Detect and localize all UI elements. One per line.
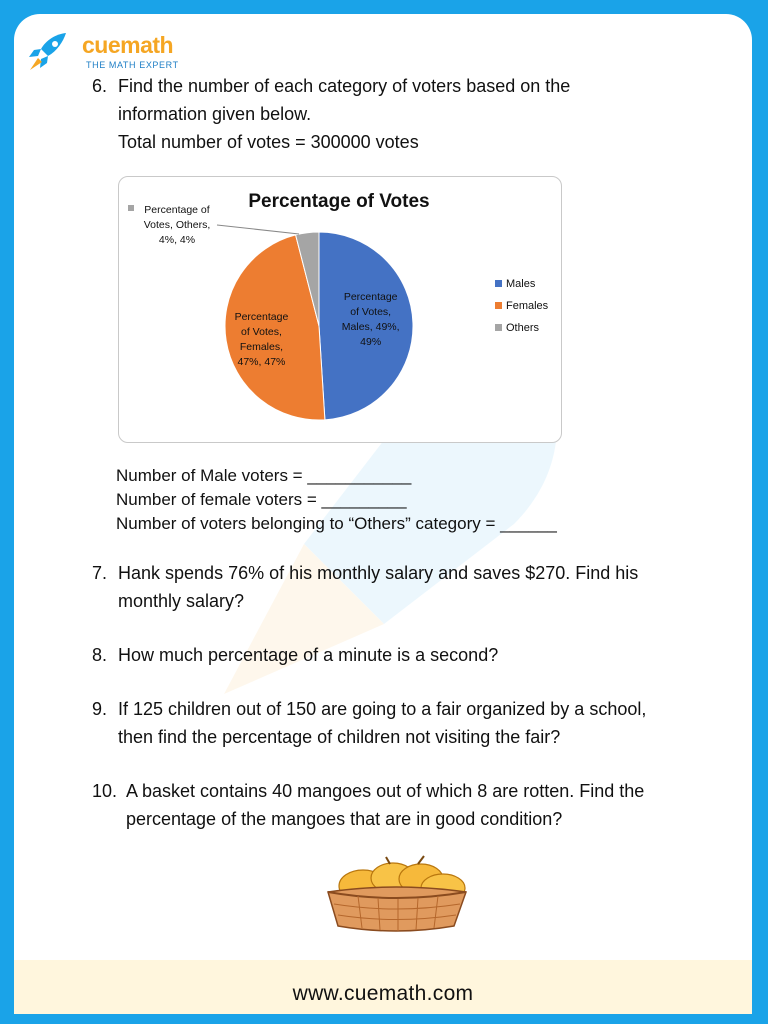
question-number: 6.: [92, 76, 108, 96]
legend-swatch-others: [495, 324, 502, 331]
question-text-line: Hank spends 76% of his monthly salary and saves $270. Find his: [118, 563, 639, 583]
question-text-line: A basket contains 40 mangoes out of which 8 are rotten. Find the: [126, 781, 645, 801]
legend-label-others: Others: [506, 322, 540, 334]
worksheet-page: [14, 14, 752, 1014]
legend-label-males: Males: [506, 278, 536, 290]
answer-line-female: Number of female voters = _________: [116, 490, 407, 509]
legend-swatch-males: [495, 280, 502, 287]
question-text-line: percentage of the mangoes that are in good condition?: [126, 809, 563, 829]
data-label-males: Percentage of Votes, Males, 49%, 49%: [341, 291, 400, 348]
question-number: 10.: [92, 781, 118, 801]
question-text-line: monthly salary?: [118, 591, 245, 611]
data-label-females: Percentage of Votes, Females, 47%, 47%: [234, 311, 289, 368]
mango-basket-icon: [318, 852, 474, 936]
brand-tagline: THE MATH EXPERT: [86, 60, 179, 70]
question-text-line: information given below.: [118, 104, 312, 124]
legend-swatch-females: [495, 302, 502, 309]
data-label-others: Percentage of Votes, Others, 4%, 4%: [143, 204, 211, 246]
chart-title: Percentage of Votes: [248, 191, 430, 212]
pie-chart: [118, 176, 562, 443]
answer-line-male: Number of Male voters = ___________: [116, 466, 412, 485]
answer-line-others: Number of voters belonging to “Others” category = ______: [116, 514, 557, 533]
rocket-icon: [26, 30, 74, 74]
brand-name: cuemath: [82, 32, 174, 58]
question-text-line: If 125 children out of 150 are going to a fair organized by a school,: [118, 699, 647, 719]
pie-chart-canvas: [119, 177, 561, 442]
others-leader-line: [217, 225, 299, 234]
question-number: 9.: [92, 699, 108, 719]
others-label-marker: [128, 205, 134, 211]
question-number: 7.: [92, 563, 108, 583]
question-text-line: then find the percentage of children not visiting the fair?: [118, 727, 561, 747]
question-text-line: Find the number of each category of voters based on the: [118, 76, 571, 96]
legend-label-females: Females: [506, 300, 549, 312]
footer-website-link[interactable]: www.cuemath.com: [292, 982, 474, 1005]
question-text-line: Total number of votes = 300000 votes: [118, 132, 419, 152]
question-text-line: How much percentage of a minute is a second?: [118, 645, 499, 665]
question-number: 8.: [92, 645, 108, 665]
